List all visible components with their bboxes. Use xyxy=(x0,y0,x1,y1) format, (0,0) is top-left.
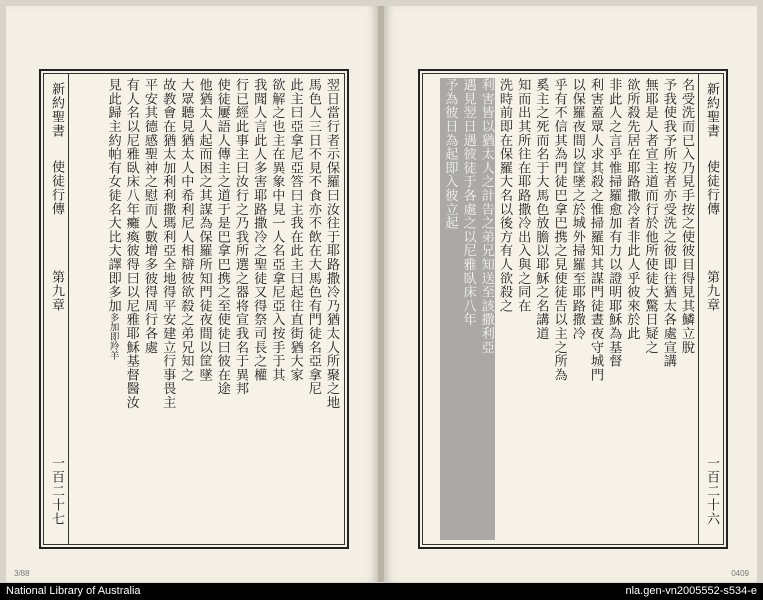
right-text-column: 利害蓋眾人求其殺之惟掃羅知其謀門徒晝夜守城門 xyxy=(587,78,603,382)
right-text-column: 名受洗而已入乃見手按之使彼目得見其鱗立脫 xyxy=(679,78,694,354)
right-text-frame xyxy=(418,69,728,549)
left-body-text xyxy=(72,78,340,540)
left-text-column: 行已經此事主曰汝行之乃我所選之器将宣我名于異邦 xyxy=(232,78,248,396)
right-text-column: 予為彼日為起即入彼立起 xyxy=(440,78,458,540)
left-text-column: 翌日當行者示保羅曰汝往于耶路撒冷乃猶太人所聚之地 xyxy=(324,78,339,410)
right-text-column: 利害皆以猶太人之計告之弟兄知送至該撒利亞 xyxy=(477,78,495,540)
left-text-column: 大眾聽見猶太人中希利尼人相辯彼欲殺之弟兄知之 xyxy=(178,78,194,382)
left-text-column: 欲解之也主在異象中見一人名亞拿尼亞入按手于其 xyxy=(269,78,285,382)
right-text-column: 遇見翌日遇彼徒于各處之以尼雅臥床八年 xyxy=(458,78,476,540)
right-chapter-title: 使徒行傳 xyxy=(704,160,719,216)
left-chapter-no: 第九章 xyxy=(49,270,64,312)
left-text-column: 使徒屢語人傳主之道于是巴拿巴携之至使徒曰彼在途 xyxy=(214,78,230,396)
left-text-column: 平安其德感聖神之慰而人數增多彼得周行各處 xyxy=(141,78,157,354)
left-text-frame xyxy=(39,69,349,549)
left-text-column: 他猶太人起而困之其謀為保羅所知門徒夜間以筐墜 xyxy=(196,78,212,382)
right-body-text xyxy=(427,78,695,540)
right-text-column: 以保羅夜間以筐墜之於城外掃羅至耶路撒冷 xyxy=(569,78,585,341)
left-page-number: 一百二十七 xyxy=(49,456,64,526)
left-text-column: 我聞人言此人多害耶路撒冷之聖徒又得祭司長之權 xyxy=(251,78,267,382)
right-page-number: 一百二十六 xyxy=(704,456,719,526)
right-pencil-mark: 0409 xyxy=(731,569,749,578)
left-book-title: 新約聖書 xyxy=(49,82,64,138)
right-book-title: 新約聖書 xyxy=(704,82,719,138)
right-text-column: 非此人之言乎惟掃羅愈加有力以證明耶穌為基督 xyxy=(606,78,622,368)
right-page xyxy=(384,6,757,582)
left-text-column: 見此歸主約帕有女徒名大比大譯即多加多加即羚羊 xyxy=(105,78,121,361)
footer-bar xyxy=(0,583,763,600)
left-chapter-title: 使徒行傳 xyxy=(49,160,64,216)
left-text-column: 馬色人三日不見不食亦不飲在大馬色有門徒名亞拿尼 xyxy=(305,78,321,396)
left-text-column: 故教會在猶太加利利撒瑪利亞全地得平安建立行事畏主 xyxy=(160,78,176,410)
right-text-column: 無耶是人者宣主道而行於他所使徒大驚日疑之 xyxy=(642,78,658,354)
left-text-column: 有人名以尼雅臥床八年癱瘓彼得曰以尼雅耶穌基督醫汝 xyxy=(123,78,139,410)
footer-record-id: nla.gen-vn2005552-s534-e xyxy=(625,585,757,597)
left-annotation-note: 多加即羚羊 xyxy=(107,312,119,361)
right-text-column: 予我使我予所按者亦受洗之彼即往猶太各處宣講 xyxy=(660,78,676,368)
right-text-column: 洗時前即在保羅大名以後方有人欲殺之 xyxy=(496,78,512,313)
left-page xyxy=(6,6,378,582)
right-running-header xyxy=(698,74,723,544)
right-chapter-no: 第九章 xyxy=(704,270,719,312)
left-running-header xyxy=(44,74,69,544)
right-text-column: 欲所殺先居在耶路撒冷者非此人乎彼來於此 xyxy=(624,78,640,341)
right-text-column: 奚主之死而名于大馬色放膽以耶穌之名講道 xyxy=(533,78,549,341)
right-text-column: 知而出其所往在耶路撒冷出入與之同在 xyxy=(515,78,531,313)
left-pencil-mark: 3/88 xyxy=(14,569,30,578)
footer-library-name: National Library of Australia xyxy=(6,585,141,597)
right-text-column: 乎有不信其為門徒巴拿巴携之見使徒告以主之所為 xyxy=(551,78,567,382)
left-text-column: 此主曰亞拿尼亞答曰主我在此主曰起往直街猶大家 xyxy=(287,78,303,382)
